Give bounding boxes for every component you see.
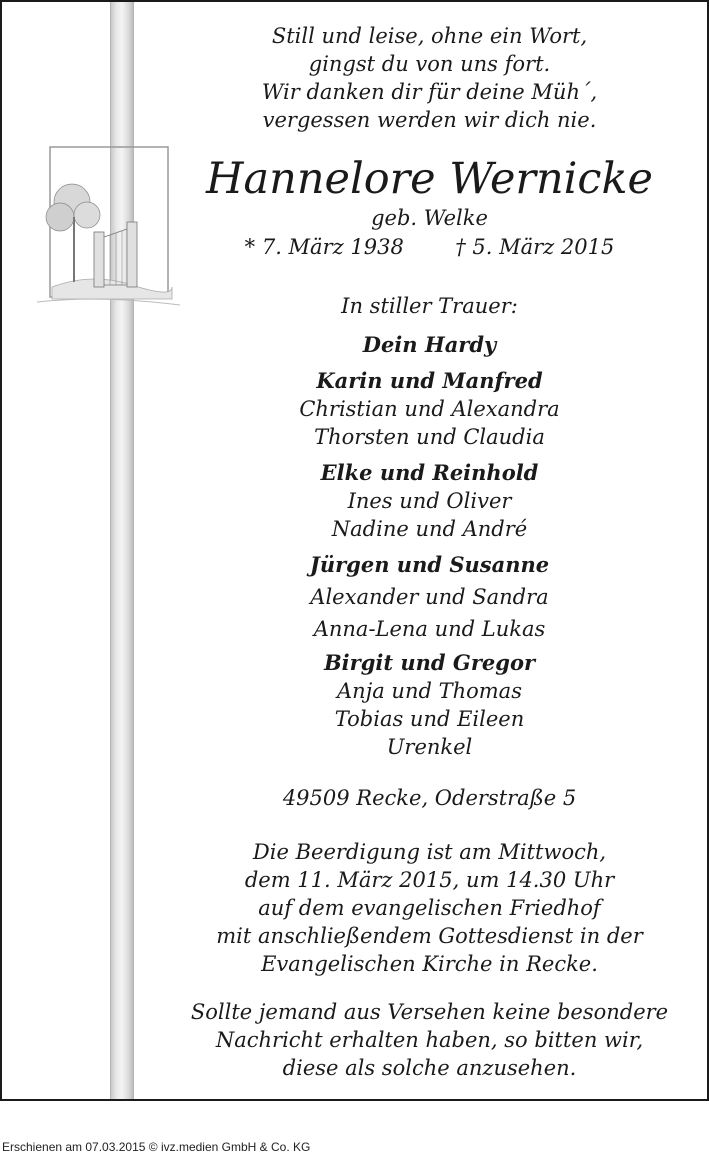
garden-gate-illustration xyxy=(32,137,182,332)
poem-line: Wir danken dir für deine Müh´, xyxy=(261,80,598,104)
mourner-member: Tobias und Eileen xyxy=(334,707,525,731)
mourner-member: Anna-Lena und Lukas xyxy=(313,617,546,641)
mourner-member: Anja und Thomas xyxy=(337,679,522,703)
mourning-intro-text: In stiller Trauer: xyxy=(341,294,518,318)
funeral-line: Die Beerdigung ist am Mittwoch, xyxy=(252,840,607,864)
funeral-line: auf dem evangelischen Friedhof xyxy=(258,896,601,920)
funeral-info xyxy=(172,838,687,978)
mourner-head: Elke und Reinhold xyxy=(320,460,539,485)
poem-line: vergessen werden wir dich nie. xyxy=(262,108,597,132)
mourner-head: Jürgen und Susanne xyxy=(309,552,550,577)
publication-footer: Erschienen am 07.03.2015 © ivz.medien GmbH & Co. KG xyxy=(2,1140,311,1154)
deceased-name: Hannelore Wernicke xyxy=(205,154,653,204)
funeral-line: Evangelischen Kirche in Recke. xyxy=(261,952,598,976)
funeral-line: dem 11. März 2015, um 14.30 Uhr xyxy=(244,868,615,892)
mourner-member: Christian und Alexandra xyxy=(299,397,560,421)
mourner-member: Nadine und André xyxy=(331,517,528,541)
mourner-member: Thorsten und Claudia xyxy=(314,425,545,449)
mourners-list xyxy=(172,331,687,761)
mourner-head: Dein Hardy xyxy=(362,332,497,357)
address-text: 49509 Recke, Oderstraße 5 xyxy=(282,786,577,810)
closing-note xyxy=(172,998,687,1082)
mourner-member: Ines und Oliver xyxy=(347,489,512,513)
poem-line: gingst du von uns fort. xyxy=(308,52,551,76)
closing-line: Sollte jemand aus Versehen keine besondere xyxy=(190,1000,669,1024)
maiden-name xyxy=(172,204,687,232)
mourning-intro xyxy=(172,292,687,320)
death-date: † 5. März 2015 xyxy=(455,235,615,259)
mourner-member: Alexander und Sandra xyxy=(310,585,549,609)
mourner-member: Urenkel xyxy=(386,735,473,759)
maiden-name-text: geb. Welke xyxy=(371,206,488,230)
mourner-head: Birgit und Gregor xyxy=(323,650,536,675)
life-dates xyxy=(172,235,687,259)
poem-line: Still und leise, ohne ein Wort, xyxy=(271,24,588,48)
funeral-line: mit anschließendem Gottesdienst in der xyxy=(216,924,643,948)
address xyxy=(172,784,687,812)
mourner-head: Karin und Manfred xyxy=(316,368,543,393)
closing-line: Nachricht erhalten haben, so bitten wir, xyxy=(215,1028,644,1052)
birth-date: * 7. März 1938 xyxy=(244,235,404,259)
closing-line: diese als solche anzusehen. xyxy=(282,1056,577,1080)
poem xyxy=(172,22,687,134)
